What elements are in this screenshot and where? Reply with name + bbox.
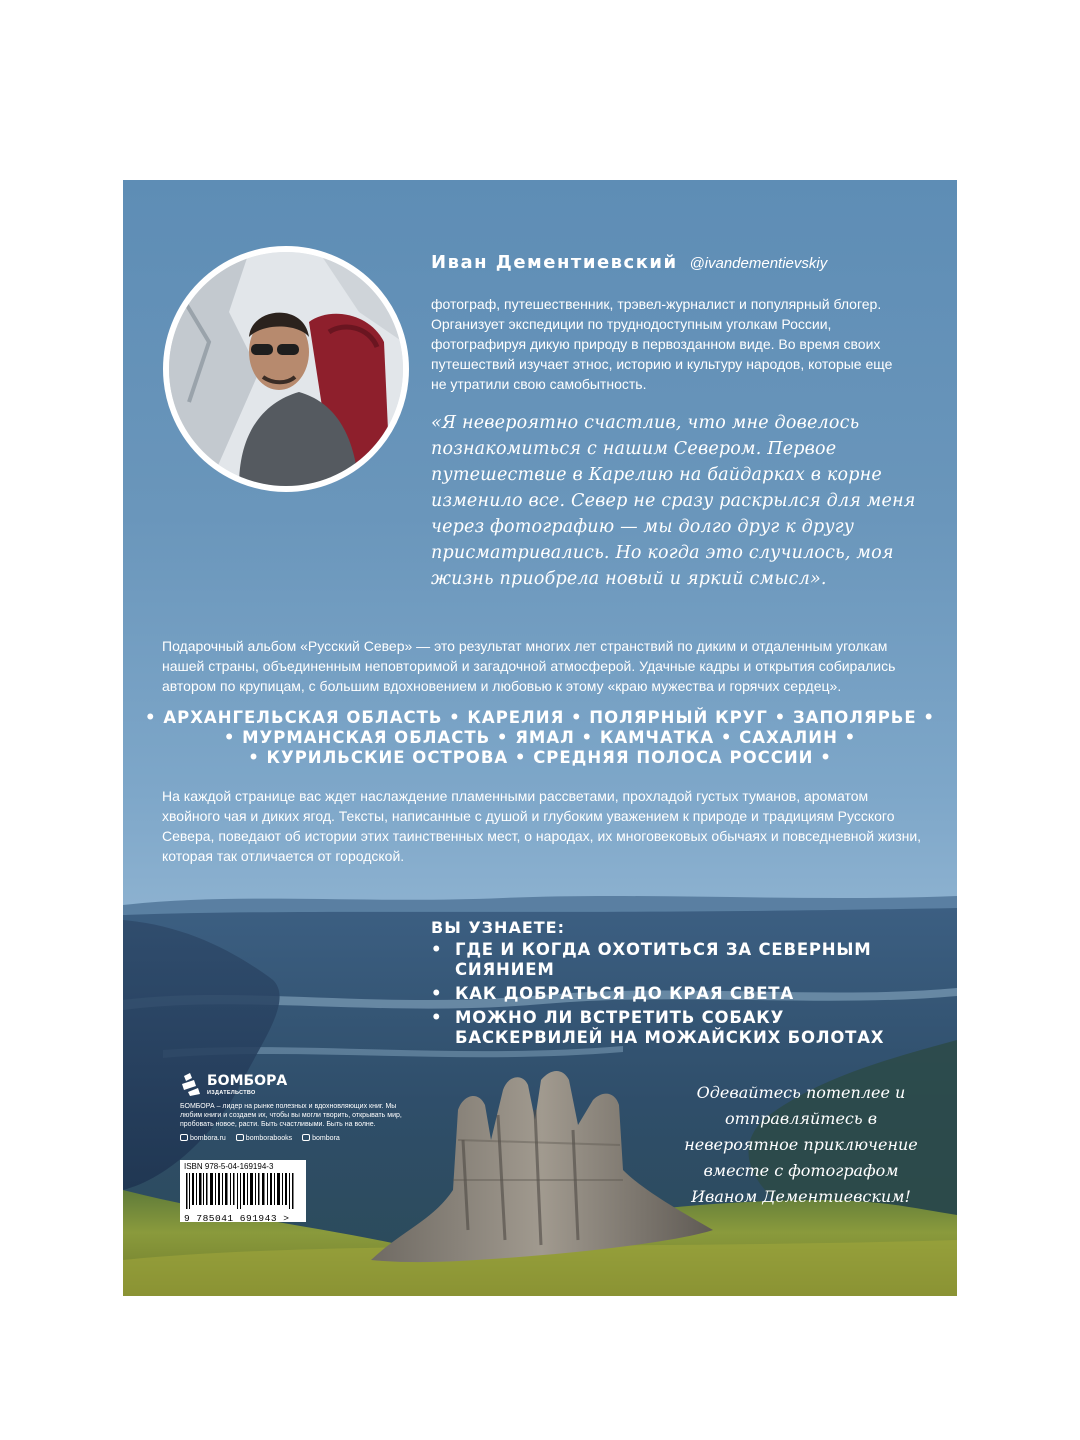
learn-title: ВЫ УЗНАЕТЕ: [431, 918, 565, 937]
publisher-block [180, 1072, 430, 1142]
barcode-block [180, 1160, 306, 1222]
author-handle[interactable]: @ivandementievskiy [689, 255, 828, 272]
book-back-cover [123, 180, 957, 1296]
author-bio: фотограф, путешественник, трэвел-журналист и популярный блогер. Организует экспедиции по труднодоступным уголкам России, фотографируя дикую природу в первозданном виде. Во время своих путешествий изучает этнос, историю и культуру народов, которые еще не утратили свою самобытность. [431, 296, 893, 392]
telegram-icon [302, 1134, 310, 1141]
social-vk[interactable] [236, 1134, 292, 1142]
closing-text: Одевайтесь потеплее и отправляйтесь в невероятное приключение вместе с фотографом Иваном Дементиевским! [684, 1083, 918, 1206]
regions-list [143, 708, 937, 768]
learn-item: • МОЖНО ЛИ ВСТРЕТИТЬ СОБАКУ БАСКЕРВИЛЕЙ НА МОЖАЙСКИХ БОЛОТАХ [431, 1008, 911, 1048]
bombora-logo-icon [180, 1072, 202, 1096]
social-site-label: bombora.ru [190, 1135, 226, 1142]
publisher-socials [180, 1134, 430, 1142]
author-quote: «Я невероятно счастлив, что мне довелось познакомиться с нашим Севером. Первое путешествие в Карелию на байдарках в корне изменило все. Север не сразу раскрылся для меня через фотографию — мы долго друг к другу присматривались. Но когда это случилось, моя жизнь приобрела новый и яркий смысл». [431, 413, 916, 589]
author-name-text: Иван Дементиевский [431, 252, 678, 273]
album-intro: Подарочный альбом «Русский Север» — это результат многих лет странствий по диким и отдаленным уголкам нашей страны, объединенным неповторимой и загадочной атмосферой. Удачные кадры и открытия собирались автором по крупицам, с большим вдохновением и любовью к этому «краю мужества и горячих сердец». [162, 638, 896, 694]
publisher-sub: ИЗДАТЕЛЬСТВО [207, 1090, 256, 1096]
author-name [431, 252, 827, 273]
publisher-name: БОМБОРА [207, 1073, 288, 1089]
social-telegram-label: bombora [312, 1135, 340, 1142]
author-photo [169, 252, 403, 486]
social-telegram[interactable] [302, 1134, 340, 1142]
barcode-bars [184, 1173, 302, 1209]
barcode-number: 9 785041 691943 > [184, 1213, 290, 1224]
learn-item: • ГДЕ И КОГДА ОХОТИТЬСЯ ЗА СЕВЕРНЫМ СИЯНИЕМ [431, 940, 911, 980]
regions-line: • МУРМАНСКАЯ ОБЛАСТЬ • ЯМАЛ • КАМЧАТКА • САХАЛИН • [223, 728, 857, 747]
regions-line: • АРХАНГЕЛЬСКАЯ ОБЛАСТЬ • КАРЕЛИЯ • ПОЛЯРНЫЙ КРУГ • ЗАПОЛЯРЬЕ • [145, 708, 935, 727]
isbn-label: ISBN 978-5-04-169194-3 [184, 1162, 274, 1171]
album-details: На каждой странице вас ждет наслаждение пламенными рассветами, прохладой густых туманов, ароматом хвойного чая и диких ягод. Тексты, написанные с душой и глубоким уважением к природе и традициям Русского Севера, поведают об истории этих таинственных мест, о народах, их многовековых обычаях и повседневной жизни, которая так отличается от городской. [162, 788, 922, 864]
publisher-logo [180, 1072, 430, 1096]
social-site[interactable] [180, 1134, 226, 1142]
publisher-description: БОМБОРА – лидер на рынке полезных и вдохновляющих книг. Мы любим книги и создаем их, чтобы вы могли творить, открывать мир, пробовать новое, расти. Быть счастливыми. Быть на волне. [180, 1103, 402, 1128]
learn-item: • КАК ДОБРАТЬСЯ ДО КРАЯ СВЕТА [431, 984, 911, 1004]
regions-line: • КУРИЛЬСКИЕ ОСТРОВА • СРЕДНЯЯ ПОЛОСА РОССИИ • [248, 748, 832, 767]
author-portrait [163, 246, 409, 492]
vk-icon [236, 1134, 244, 1141]
learn-list [431, 940, 911, 1052]
social-vk-label: bomborabooks [245, 1135, 293, 1142]
instagram-icon [180, 1134, 188, 1141]
